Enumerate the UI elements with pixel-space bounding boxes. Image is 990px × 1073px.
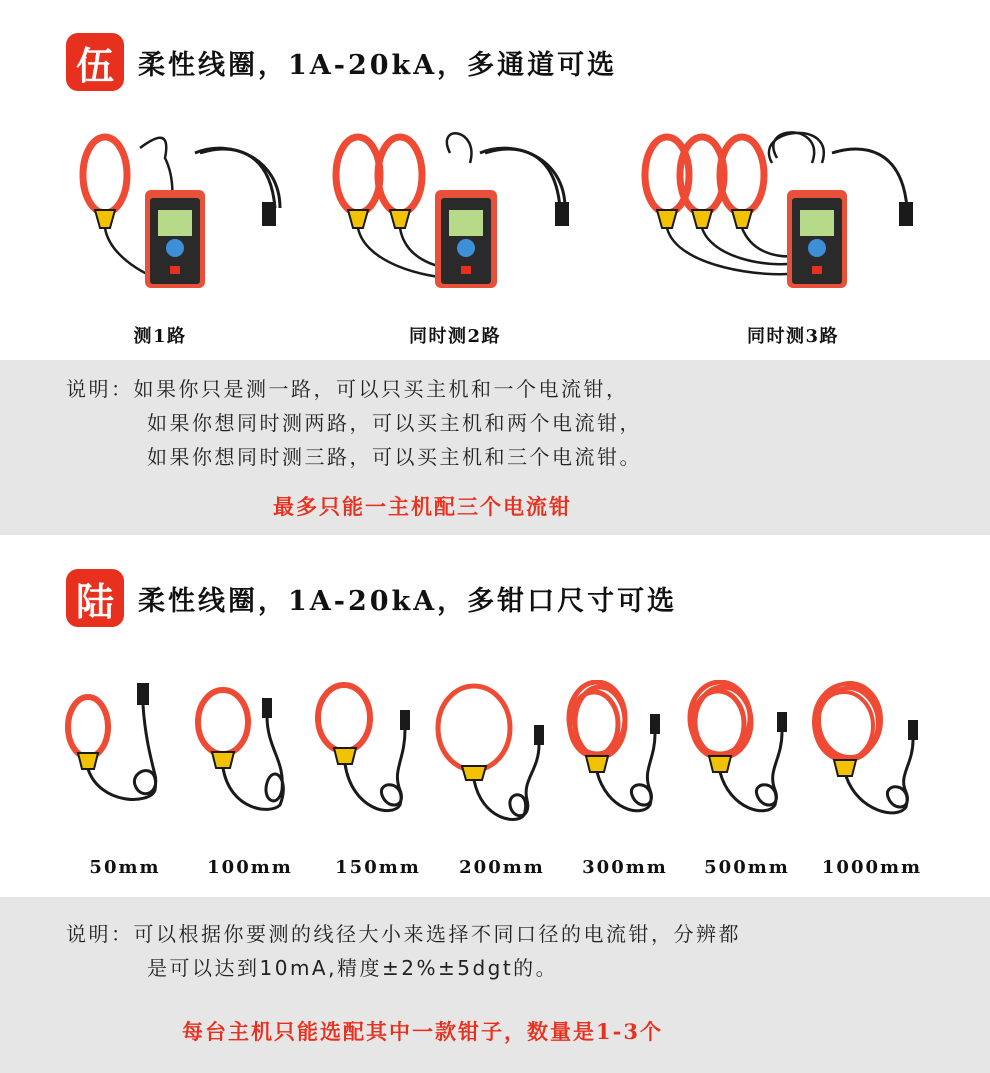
section5-header	[66, 33, 617, 91]
size-label-50mm: 50mm	[89, 857, 161, 878]
clamp-100mm-image	[190, 680, 300, 820]
section5-red-note: 最多只能一主机配三个电流钳	[273, 494, 572, 519]
size-label-500mm: 500mm	[704, 857, 790, 878]
section6-header	[66, 569, 677, 627]
device-1-channel-image	[70, 128, 300, 293]
clamp-50mm-image	[60, 675, 170, 815]
section6-note-line-1: 说明：可以根据你要测的线径大小来选择不同口径的电流钳，分辨都	[66, 922, 741, 946]
section5-note-label: 说明：	[66, 377, 134, 401]
section5-title: 柔性线圈，1A-20kA，多通道可选	[138, 49, 618, 81]
caption-1-channel: 测1路	[133, 326, 187, 347]
section6-title: 柔性线圈，1A-20kA，多钳口尺寸可选	[138, 585, 678, 617]
section5-note-line-1: 说明：如果你只是测一路，可以只买主机和一个电流钳，	[66, 377, 629, 401]
section5-badge: 伍	[66, 33, 124, 91]
caption-2-channel: 同时测2路	[408, 326, 502, 347]
section5-note	[66, 372, 642, 474]
clamp-1000mm-image	[808, 680, 933, 825]
section6-note-line-2: 是可以达到10mA,精度±2%±5dgt的。	[147, 956, 559, 980]
size-label-100mm: 100mm	[207, 857, 293, 878]
caption-3-channel: 同时测3路	[746, 326, 840, 347]
device-3-channel-image	[637, 128, 922, 293]
clamp-150mm-image	[312, 680, 422, 820]
size-label-1000mm: 1000mm	[821, 857, 923, 878]
section6-note	[66, 917, 741, 985]
section5-note-line-3: 如果你想同时测三路，可以买主机和三个电流钳。	[147, 445, 642, 469]
section6-badge: 陆	[66, 569, 124, 627]
size-label-300mm: 300mm	[582, 857, 668, 878]
clamp-500mm-image	[685, 680, 800, 825]
section6-note-label: 说明：	[66, 922, 134, 946]
clamp-200mm-image	[432, 680, 552, 825]
section6-red-note: 每台主机只能选配其中一款钳子，数量是1-3个	[182, 1019, 663, 1044]
device-2-channel-image	[325, 128, 585, 293]
size-label-150mm: 150mm	[335, 857, 421, 878]
clamp-300mm-image	[562, 680, 677, 825]
size-label-200mm: 200mm	[459, 857, 545, 878]
section5-note-line-2: 如果你想同时测两路，可以买主机和两个电流钳，	[147, 411, 642, 435]
